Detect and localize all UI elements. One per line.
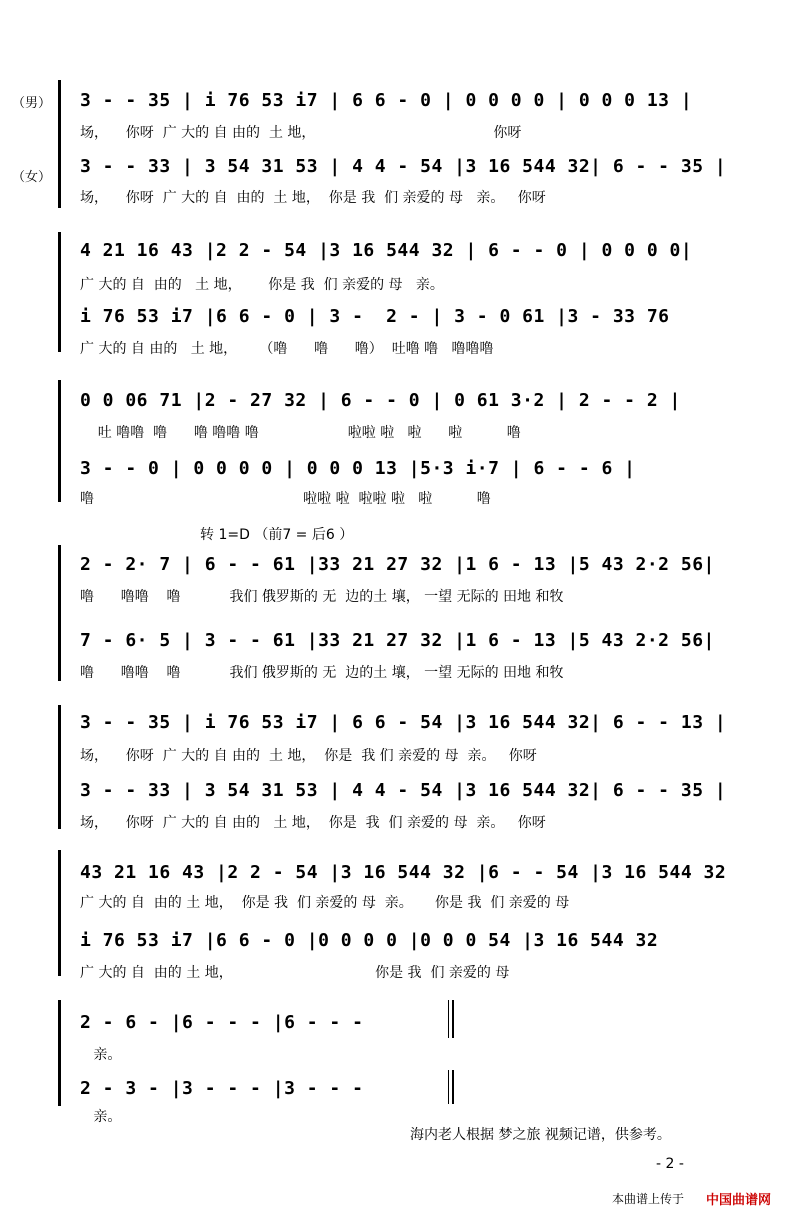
system-bracket (58, 850, 71, 976)
female-lyrics: 噜 噜噜 噜 我们 俄罗斯的 无 边的土 壤， 一望 无际的 田地 和牧 (80, 665, 564, 681)
male-lyrics: 亲。 (80, 1047, 122, 1063)
female-notes: 3 - - 0 | 0 0 0 0 | 0 0 0 13 |5·3 i·7 | 6 - - 6 | (80, 458, 636, 479)
system-bracket (58, 1000, 71, 1106)
final-barline (448, 1070, 454, 1104)
system-bracket (58, 232, 71, 352)
female-lyrics: 亲。 (80, 1109, 122, 1125)
male-notes: 0 0 06 71 |2 - 27 32 | 6 - - 0 | 0 61 3·2 | 2 - - 2 | (80, 390, 681, 411)
system-bracket (58, 545, 71, 681)
system-bracket (58, 80, 71, 208)
male-notes: 4 21 16 43 |2 2 - 54 |3 16 544 32 | 6 - - 0 | 0 0 0 0| (80, 240, 693, 261)
male-notes: 43 21 16 43 |2 2 - 54 |3 16 544 32 |6 - - 54 |3 16 544 32 (80, 862, 727, 883)
source-text: 本曲谱上传于 (612, 1192, 685, 1206)
male-lyrics: 场， 你呀 广 大的 自 由的 土 地， 你是 我 们 亲爱的 母 亲。 你呀 (80, 748, 537, 764)
system-bracket (58, 380, 71, 502)
male-lyrics: 吐 噜噜 噜 噜 噜噜 噜 啦啦 啦 啦 啦 噜 (80, 425, 521, 441)
system-bracket (58, 705, 71, 829)
female-lyrics: 噜 啦啦 啦 啦啦 啦 啦 噜 (80, 491, 491, 507)
female-lyrics: 场， 你呀 广 大的 自 由的 土 地， 你是 我 们 亲爱的 母 亲。 你呀 (80, 815, 546, 831)
male-notes: 3 - - 35 | i 76 53 i7 | 6 6 - 54 |3 16 544 32| 6 - - 13 | (80, 712, 727, 733)
male-lyrics: 广 大的 自 由的 土 地， 你是 我 们 亲爱的 母 亲。 (80, 277, 444, 293)
female-notes: 2 - 3 - |3 - - - |3 - - - (80, 1078, 364, 1099)
female-notes: i 76 53 i7 |6 6 - 0 | 3 - 2 - | 3 - 0 61 |3 - 33 76 (80, 306, 670, 327)
male-voice-label: （男） (12, 96, 52, 111)
key-change-marking: 转 1=D （前7 = 后6 ） (200, 527, 354, 543)
female-lyrics: 场， 你呀 广 大的 自 由的 土 地， 你是 我 们 亲爱的 母 亲。 你呀 (80, 190, 546, 206)
male-lyrics: 场， 你呀 广 大的 自 由的 土 地， 你呀 (80, 125, 522, 141)
male-lyrics: 广 大的 自 由的 土 地， 你是 我 们 亲爱的 母 亲。 你是 我 们 亲爱的 母 (80, 895, 570, 911)
female-notes: 7 - 6· 5 | 3 - - 61 |33 21 27 32 |1 6 - 13 |5 43 2·2 56| (80, 630, 715, 651)
female-notes: 3 - - 33 | 3 54 31 53 | 4 4 - 54 |3 16 544 32| 6 - - 35 | (80, 780, 727, 801)
female-lyrics: 广 大的 自 由的 土 地， （噜 噜 噜） 吐噜 噜 噜噜噜 (80, 341, 494, 357)
transcription-note: 海内老人根据 梦之旅 视频记谱，供参考。 (410, 1127, 671, 1143)
male-notes: 2 - 2· 7 | 6 - - 61 |33 21 27 32 |1 6 - 13 |5 43 2·2 56| (80, 554, 715, 575)
female-voice-label: （女） (12, 170, 52, 185)
page-number: - 2 - (656, 1156, 684, 1172)
male-notes: 2 - 6 - |6 - - - |6 - - - (80, 1012, 364, 1033)
source-logo[interactable]: 中国曲谱网 (706, 1193, 772, 1208)
female-notes: 3 - - 33 | 3 54 31 53 | 4 4 - 54 |3 16 544 32| 6 - - 35 | (80, 156, 727, 177)
male-lyrics: 噜 噜噜 噜 我们 俄罗斯的 无 边的土 壤， 一望 无际的 田地 和牧 (80, 589, 564, 605)
male-notes: 3 - - 35 | i 76 53 i7 | 6 6 - 0 | 0 0 0 0 | 0 0 0 13 | (80, 90, 693, 111)
female-lyrics: 广 大的 自 由的 土 地， 你是 我 们 亲爱的 母 (80, 965, 510, 981)
final-barline (448, 1000, 454, 1038)
female-notes: i 76 53 i7 |6 6 - 0 |0 0 0 0 |0 0 0 54 |3 16 544 32 (80, 930, 659, 951)
